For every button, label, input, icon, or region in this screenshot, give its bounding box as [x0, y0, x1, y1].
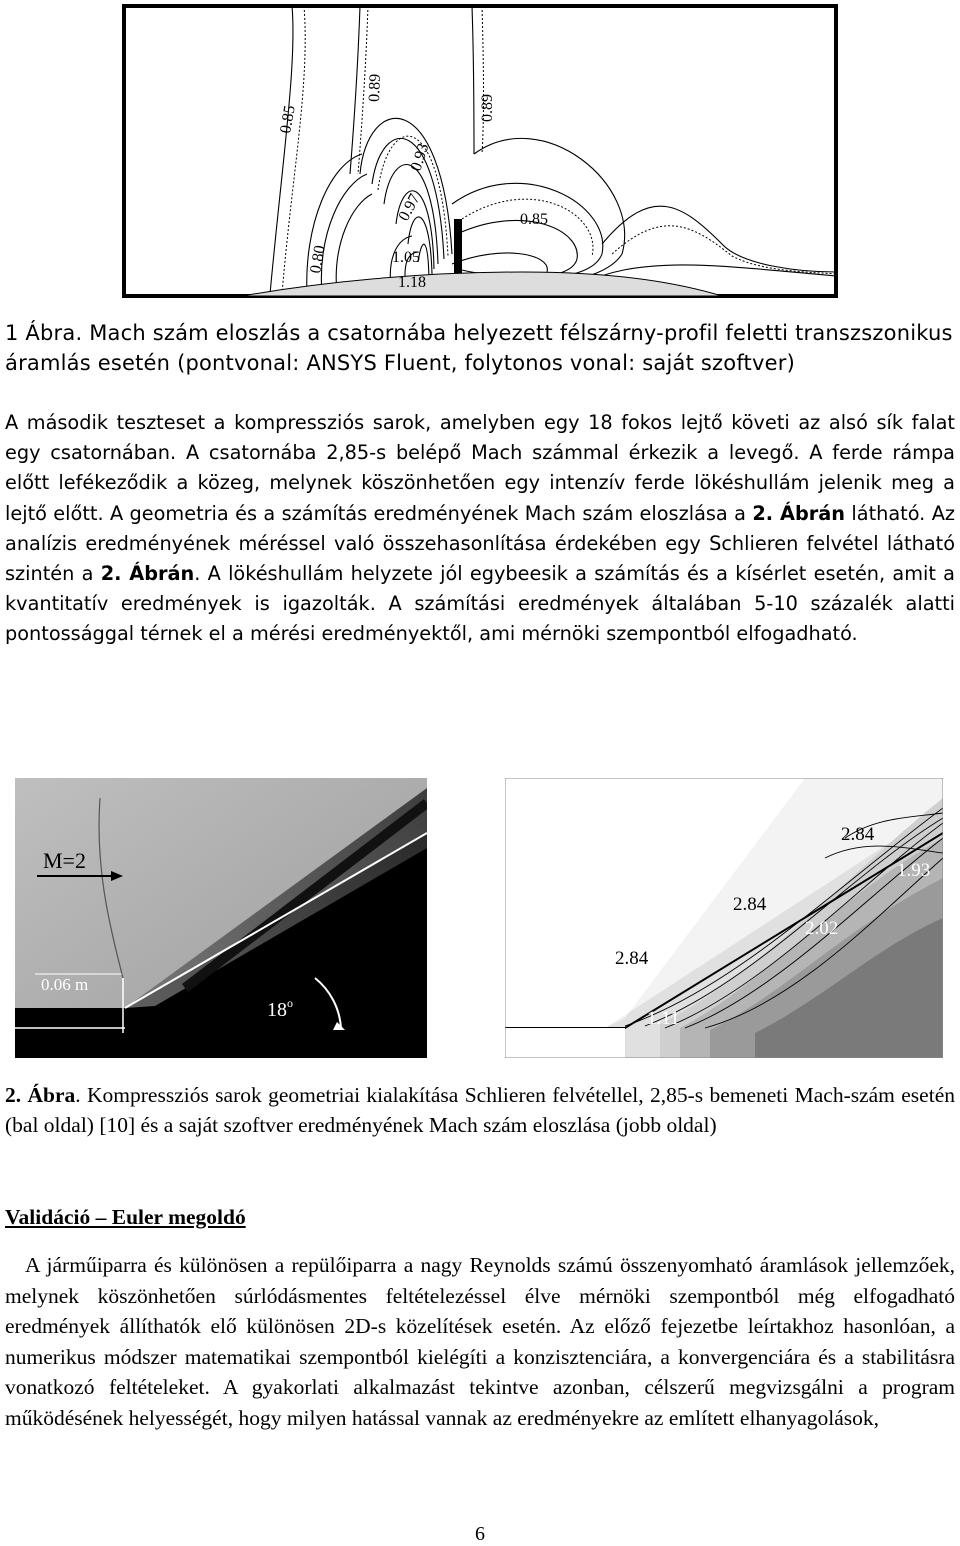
page-number: 6	[475, 1523, 485, 1545]
figure-1-caption	[5, 318, 955, 378]
contour-label-8: 1.18	[398, 274, 426, 291]
contour-label-2: 0.80	[307, 244, 329, 275]
figure-1-caption-label: 1 Ábra	[5, 321, 76, 345]
schlieren-photo	[15, 778, 427, 1058]
figure-1	[122, 4, 838, 298]
contour-label-4: 0.89	[479, 94, 496, 122]
contour-label-9: 0.85	[520, 211, 548, 228]
paragraph-1-figure-ref-2: 2. Ábrán	[100, 562, 195, 586]
length-label: 0.06 m	[41, 975, 89, 994]
mach-value-4: 2.02	[805, 918, 839, 939]
contour-label-6: 0.97	[395, 191, 424, 224]
mach-value-3: 2.84	[733, 894, 767, 915]
paragraph-1	[5, 408, 955, 650]
figure-2-caption-text: . Kompressziós sarok geometriai kialakítása Schlieren felvétellel, 2,85-s bemeneti Mach-szám esetén (bal oldal) [10] és a saját szoftver eredményének Mach szám eloszlása (jobb oldal)	[5, 1083, 955, 1137]
figure-2-schlieren-image	[15, 778, 427, 1058]
contour-label-5: 0.93	[407, 141, 433, 174]
contour-label-1: 0.85	[277, 104, 299, 135]
paragraph-1-part-2: látható. Az analízis eredményének méréssel való összehasonlítása érdekében egy Schlieren felvétel látható szintén a	[5, 501, 955, 586]
mach-value-5: 2.84	[615, 948, 649, 969]
mach-value-6: 1.11	[647, 1008, 680, 1029]
angle-label: 18	[267, 999, 287, 1021]
paragraph-2: A járműiparra és különösen a repülőiparra a nagy Reynolds számú összenyomható áramlások jellemzőek, melynek köszönhetően súrlódásmentes feltételezéssel élve mérnöki szempontból még elfogadható eredmények állíthatók elő különösen 2D-s közelítések esetén. Az előző fejezetbe leírtakhoz hasonlóan, a numerikus módszer matematikai szempontból kielégíti a konzisztenciára, a konvergenciára és a stabilitásra vonatkozó feltételeket. A gyakorlati alkalmazást tekintve azonban, célszerű megvizsgálni a program működésének helyességét, hogy milyen hatással vannak az eredményekre az említett elhanyagolások,	[5, 1253, 955, 1430]
figure-2-caption-label: 2. Ábra	[5, 1083, 76, 1107]
paragraph-1-part-3: . A lökéshullám helyzete jól egybeesik a számítás és a kísérlet esetén, amit a kvantitatív eredmények is igazolták. A számítási eredmények általában 5-10 százalék alatti pontossággal térnek el a mérési eredményektől, ami mérnöki szempontból elfogadható.	[5, 562, 955, 646]
contour-label-7: 1.05	[392, 249, 420, 266]
angle-degree-sup: o	[287, 996, 293, 1010]
figure-1-caption-text: . Mach szám eloszlás a csatornába helyezett félszárny-profil feletti transzszonikus áramlás esetén (pontvonal: ANSYS Fluent, folytonos vonal: saját szoftver)	[5, 321, 953, 375]
figure-1-contour-plot	[122, 4, 838, 298]
figure-2-mach-distribution	[505, 778, 943, 1058]
contour-label-3: 0.89	[366, 73, 384, 103]
mach-contour-plot	[505, 778, 943, 1058]
section-heading: Validáció – Euler megoldó	[5, 1205, 246, 1229]
mach-value-2: 1.93	[897, 860, 931, 881]
figure-2-caption	[5, 1080, 955, 1140]
paragraph-1-part-1: A második teszteset a kompressziós sarok, amelyben egy 18 fokos lejtő követi az alsó sík falat egy csatornában. A csatornába 2,85-s belépő Mach számmal érkezik a levegő. A ferde rámpa előtt lefékeződik a közeg, melynek köszönhetően egy intenzív ferde lökéshullám jelenik meg a lejtő előtt. A geometria és a számítás eredményének Mach szám eloszlása a	[5, 411, 955, 525]
paragraph-1-figure-ref-1: 2. Ábrán	[752, 501, 846, 525]
mach-label: M=2	[43, 848, 86, 873]
mach-value-1: 2.84	[841, 824, 875, 845]
